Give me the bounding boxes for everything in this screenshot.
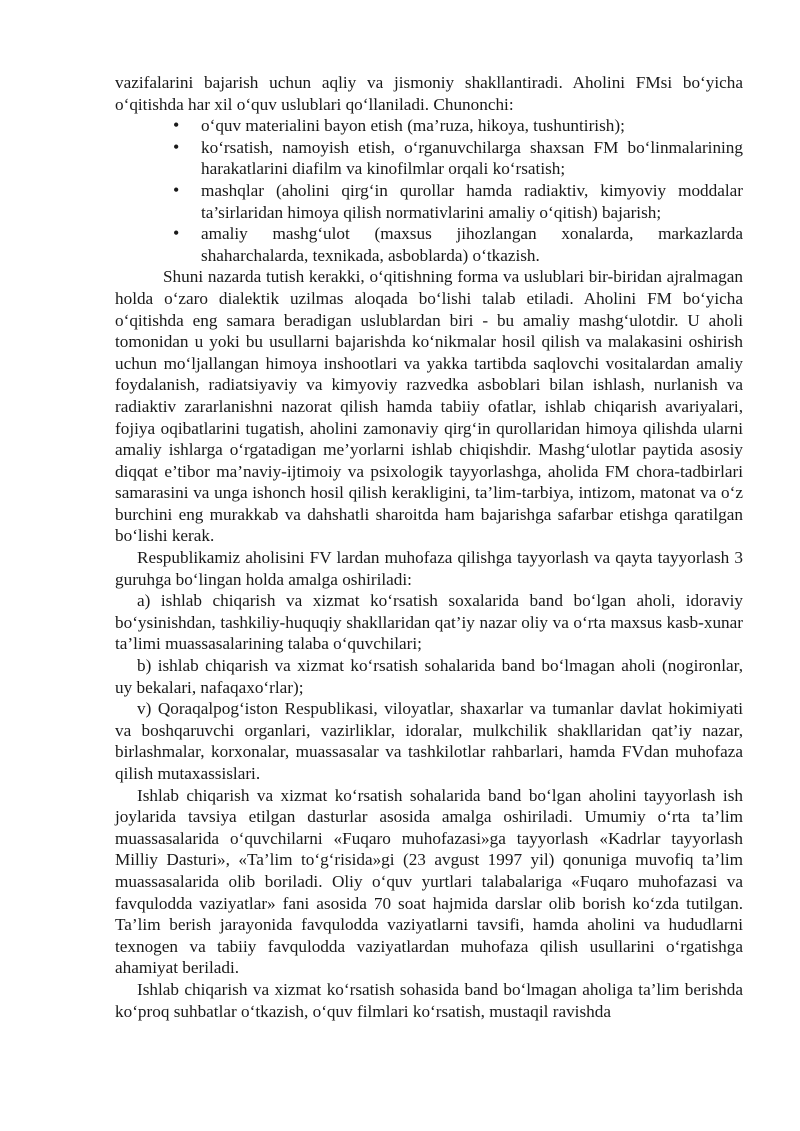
method-list	[115, 115, 743, 266]
body-paragraph: Respublikamiz aholisini FV lardan muhofaza qilishga tayyorlash va qayta tayyorlash 3 guruhga bo‘lingan holda amalga oshiriladi:	[115, 548, 743, 589]
list-item: • amaliy mashg‘ulot (maxsus jihozlangan xonalarda, markazlarda shaharchalarda, texnikada, asboblarda) o‘tkazish.	[201, 223, 743, 266]
body-paragraph: Ishlab chiqarish va xizmat ko‘rsatish sohalarida band bo‘lgan aholini tayyorlash ish joylarida tavsiya etilgan dasturlar asosida amalga oshiriladi. Umumiy o‘rta ta’lim muassasalarida o‘quvchilarni «Fuqaro muhofazasi»ga tayyorlash «Kadrlar tayyorlash Milliy Dasturi», «Ta’lim to‘g‘risida»gi (23 avgust 1997 yil) qonuniga muvofiq ta’lim muassasalarida olib boriladi. Oliy o‘quv yurtlari talabalariga «Fuqaro muhofazasi va favqulodda vaziyatlar» fani asosida 70 soat hajmida darslar olib borish ko‘zda tutilgan. Ta’lim berish jarayonida favqulodda vaziyatlarni tavsifi, hamda aholini va hududlarni texnogen va tabiiy favqulodda vaziyatlardan muhofaza qilish usullarini o‘rgatishga ahamiyat beriladi.	[115, 785, 743, 978]
document-page	[115, 72, 743, 1022]
list-item: • o‘quv materialini bayon etish (ma’ruza, hikoya, tushuntirish);	[201, 115, 743, 137]
intro-paragraph: vazifalarini bajarish uchun aqliy va jismoniy shakllantiradi. Aholini FMsi bo‘yicha o‘qitishda har xil o‘quv uslublari qo‘llaniladi. Chunonchi:	[115, 73, 743, 114]
body-paragraph: v) Qoraqalpog‘iston Respublikasi, viloyatlar, shaxarlar va tumanlar davlat hokimiyati va boshqaruvchi organlari, vazirliklar, idoralar, mulkchilik shakllaridan qat’iy nazar, birlashmalar, korxonalar, muassasalar va tashkilotlar rahbarlari, hamda FVdan muhofaza qilish mutaxassislari.	[115, 699, 743, 783]
body-paragraph: Ishlab chiqarish va xizmat ko‘rsatish sohasida band bo‘lmagan aholiga ta’lim berishda ko‘proq suhbatlar o‘tkazish, o‘quv filmlari ko‘rsatish, mustaqil ravishda	[115, 979, 743, 1021]
list-item: • ko‘rsatish, namoyish etish, o‘rganuvchilarga shaxsan FM bo‘linmalarining harakatlarini diafilm va kinofilmlar orqali ko‘rsatish;	[201, 137, 743, 180]
body-paragraph: a) ishlab chiqarish va xizmat ko‘rsatish soxalarida band bo‘lgan aholi, idoraviy bo‘ysinishdan, tashkiliy-huquqiy shakllaridan qat’iy nazar oliy va o‘rta maxsus kasb-xunar ta’limi muassasalarining talaba o‘quvchilari;	[115, 591, 743, 654]
body-paragraph: Shuni nazarda tutish kerakki, o‘qitishning forma va uslublari bir-biridan ajralmagan holda o‘zaro dialektik uzilmas aloqada bo‘lishi talab etiladi. Aholini FM bo‘yicha o‘qitishda eng samara beradigan uslublardan biri - bu amaliy mashg‘ulotdir. U aholi tomonidan u yoki bu usullarni bajarishda ko‘nikmalar hosil qilish va malakasini oshirish uchun mo‘ljallangan himoya inshootlari va yakka tartibda saqlovchi vositalardan amaliy foydalanish, radiatsiyaviy va kimyoviy razvedka asboblari bilan ishlash, nurlanish va radiaktiv zararlanishni nazorat qilish hamda tabiiy ofatlar, ishlab chiqarish avariyalari, fojiya oqibatlarini tugatish, aholini zamonaviy qirg‘in qurollaridan himoya qilishda ularni amaliy ishlarga o‘rgatadigan me’yorlarni ishlab chiqishdir. Mashg‘ulotlar paytida asosiy diqqat e’tibor ma’naviy-ijtimoiy va psixologik tayyorlashga, aholida FM chora-tadbirlari samarasini va unga ishonch hosil qilish kerakligini, ta’lim-tarbiya, intizom, matonat va o‘z burchini eng murakkab va dahshatli sharoitda ham bajarishga safarbar etishga qaratilgan bo‘lishi kerak.	[115, 267, 743, 546]
body-paragraph: b) ishlab chiqarish va xizmat ko‘rsatish sohalarida band bo‘lmagan aholi (nogironlar, uy bekalari, nafaqaxo‘rlar);	[115, 656, 743, 697]
list-item: • mashqlar (aholini qirg‘in qurollar hamda radiaktiv, kimyoviy moddalar ta’sirlaridan himoya qilish normativlarini amaliy o‘qitish) bajarish;	[201, 180, 743, 223]
